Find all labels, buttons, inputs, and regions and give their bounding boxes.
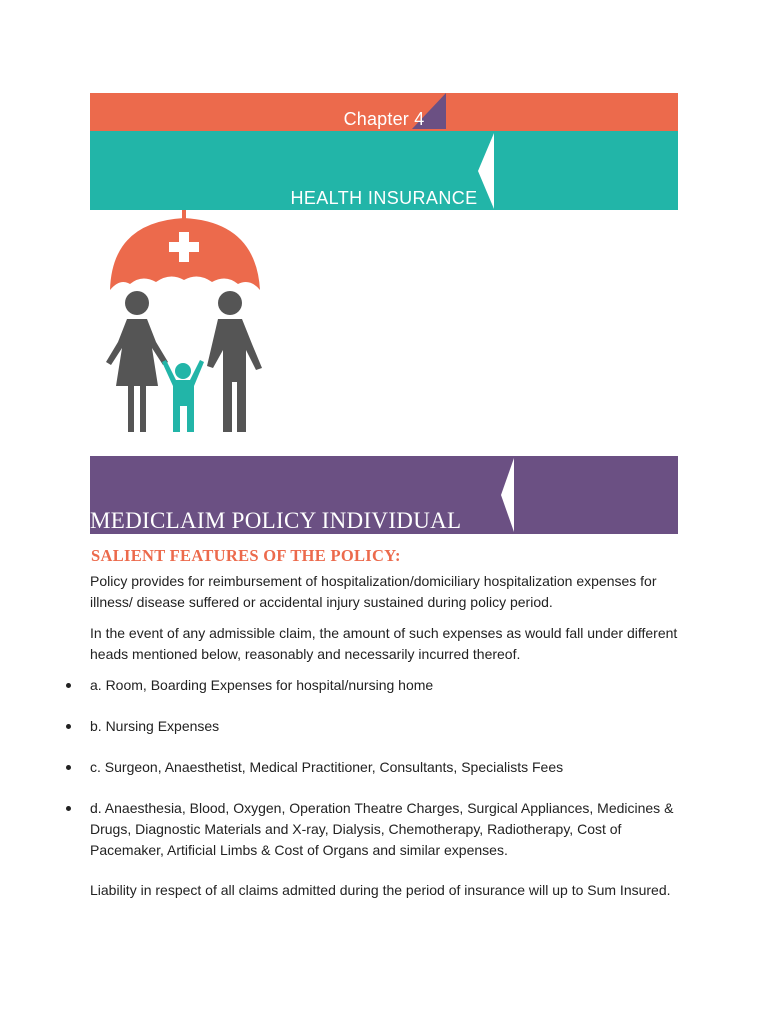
policy-banner bbox=[90, 456, 678, 534]
list-item-text: b. Nursing Expenses bbox=[90, 718, 220, 734]
section-banner bbox=[90, 131, 678, 210]
family-umbrella-icon bbox=[100, 210, 270, 438]
claim-paragraph: In the event of any admissible claim, the amount of such expenses as would fall under different heads mentioned below, reasonably and necessarily incurred thereof. bbox=[90, 625, 678, 662]
list-item bbox=[90, 675, 690, 696]
list-item-text: d. Anaesthesia, Blood, Oxygen, Operation Theatre Charges, Surgical Appliances, Medicines & Drugs, Diagnostic Materials and X-ray, Dialysis, Chemotherapy, Radiotherapy, Cost of Pacemaker, Artificial Limbs & Cost of Organs and similar expenses. bbox=[90, 800, 674, 858]
policy-title: MEDICLAIM POLICY INDIVIDUAL bbox=[90, 508, 462, 533]
list-item-text: a. Room, Boarding Expenses for hospital/nursing home bbox=[90, 677, 434, 693]
list-item bbox=[90, 798, 690, 861]
bullet-icon bbox=[66, 806, 71, 811]
bullet-icon bbox=[66, 724, 71, 729]
notch-chevron-icon bbox=[498, 458, 514, 532]
bullet-icon bbox=[66, 683, 71, 688]
bullet-icon bbox=[66, 765, 71, 770]
intro-paragraph: Policy provides for reimbursement of hospitalization/domiciliary hospitalization expenses for illness/ disease suffered or accidental injury sustained during policy period. bbox=[90, 573, 657, 610]
liability-paragraph: Liability in respect of all claims admitted during the period of insurance will up to Sum Insured. bbox=[90, 882, 671, 898]
chapter-banner bbox=[90, 93, 678, 131]
section-title: HEALTH INSURANCE bbox=[290, 188, 478, 208]
list-item bbox=[90, 716, 690, 737]
chapter-label: Chapter 4 bbox=[343, 109, 425, 129]
list-item-text: c. Surgeon, Anaesthetist, Medical Practitioner, Consultants, Specialists Fees bbox=[90, 759, 564, 775]
features-heading: SALIENT FEATURES OF THE POLICY: bbox=[91, 546, 401, 565]
list-item bbox=[90, 757, 690, 778]
